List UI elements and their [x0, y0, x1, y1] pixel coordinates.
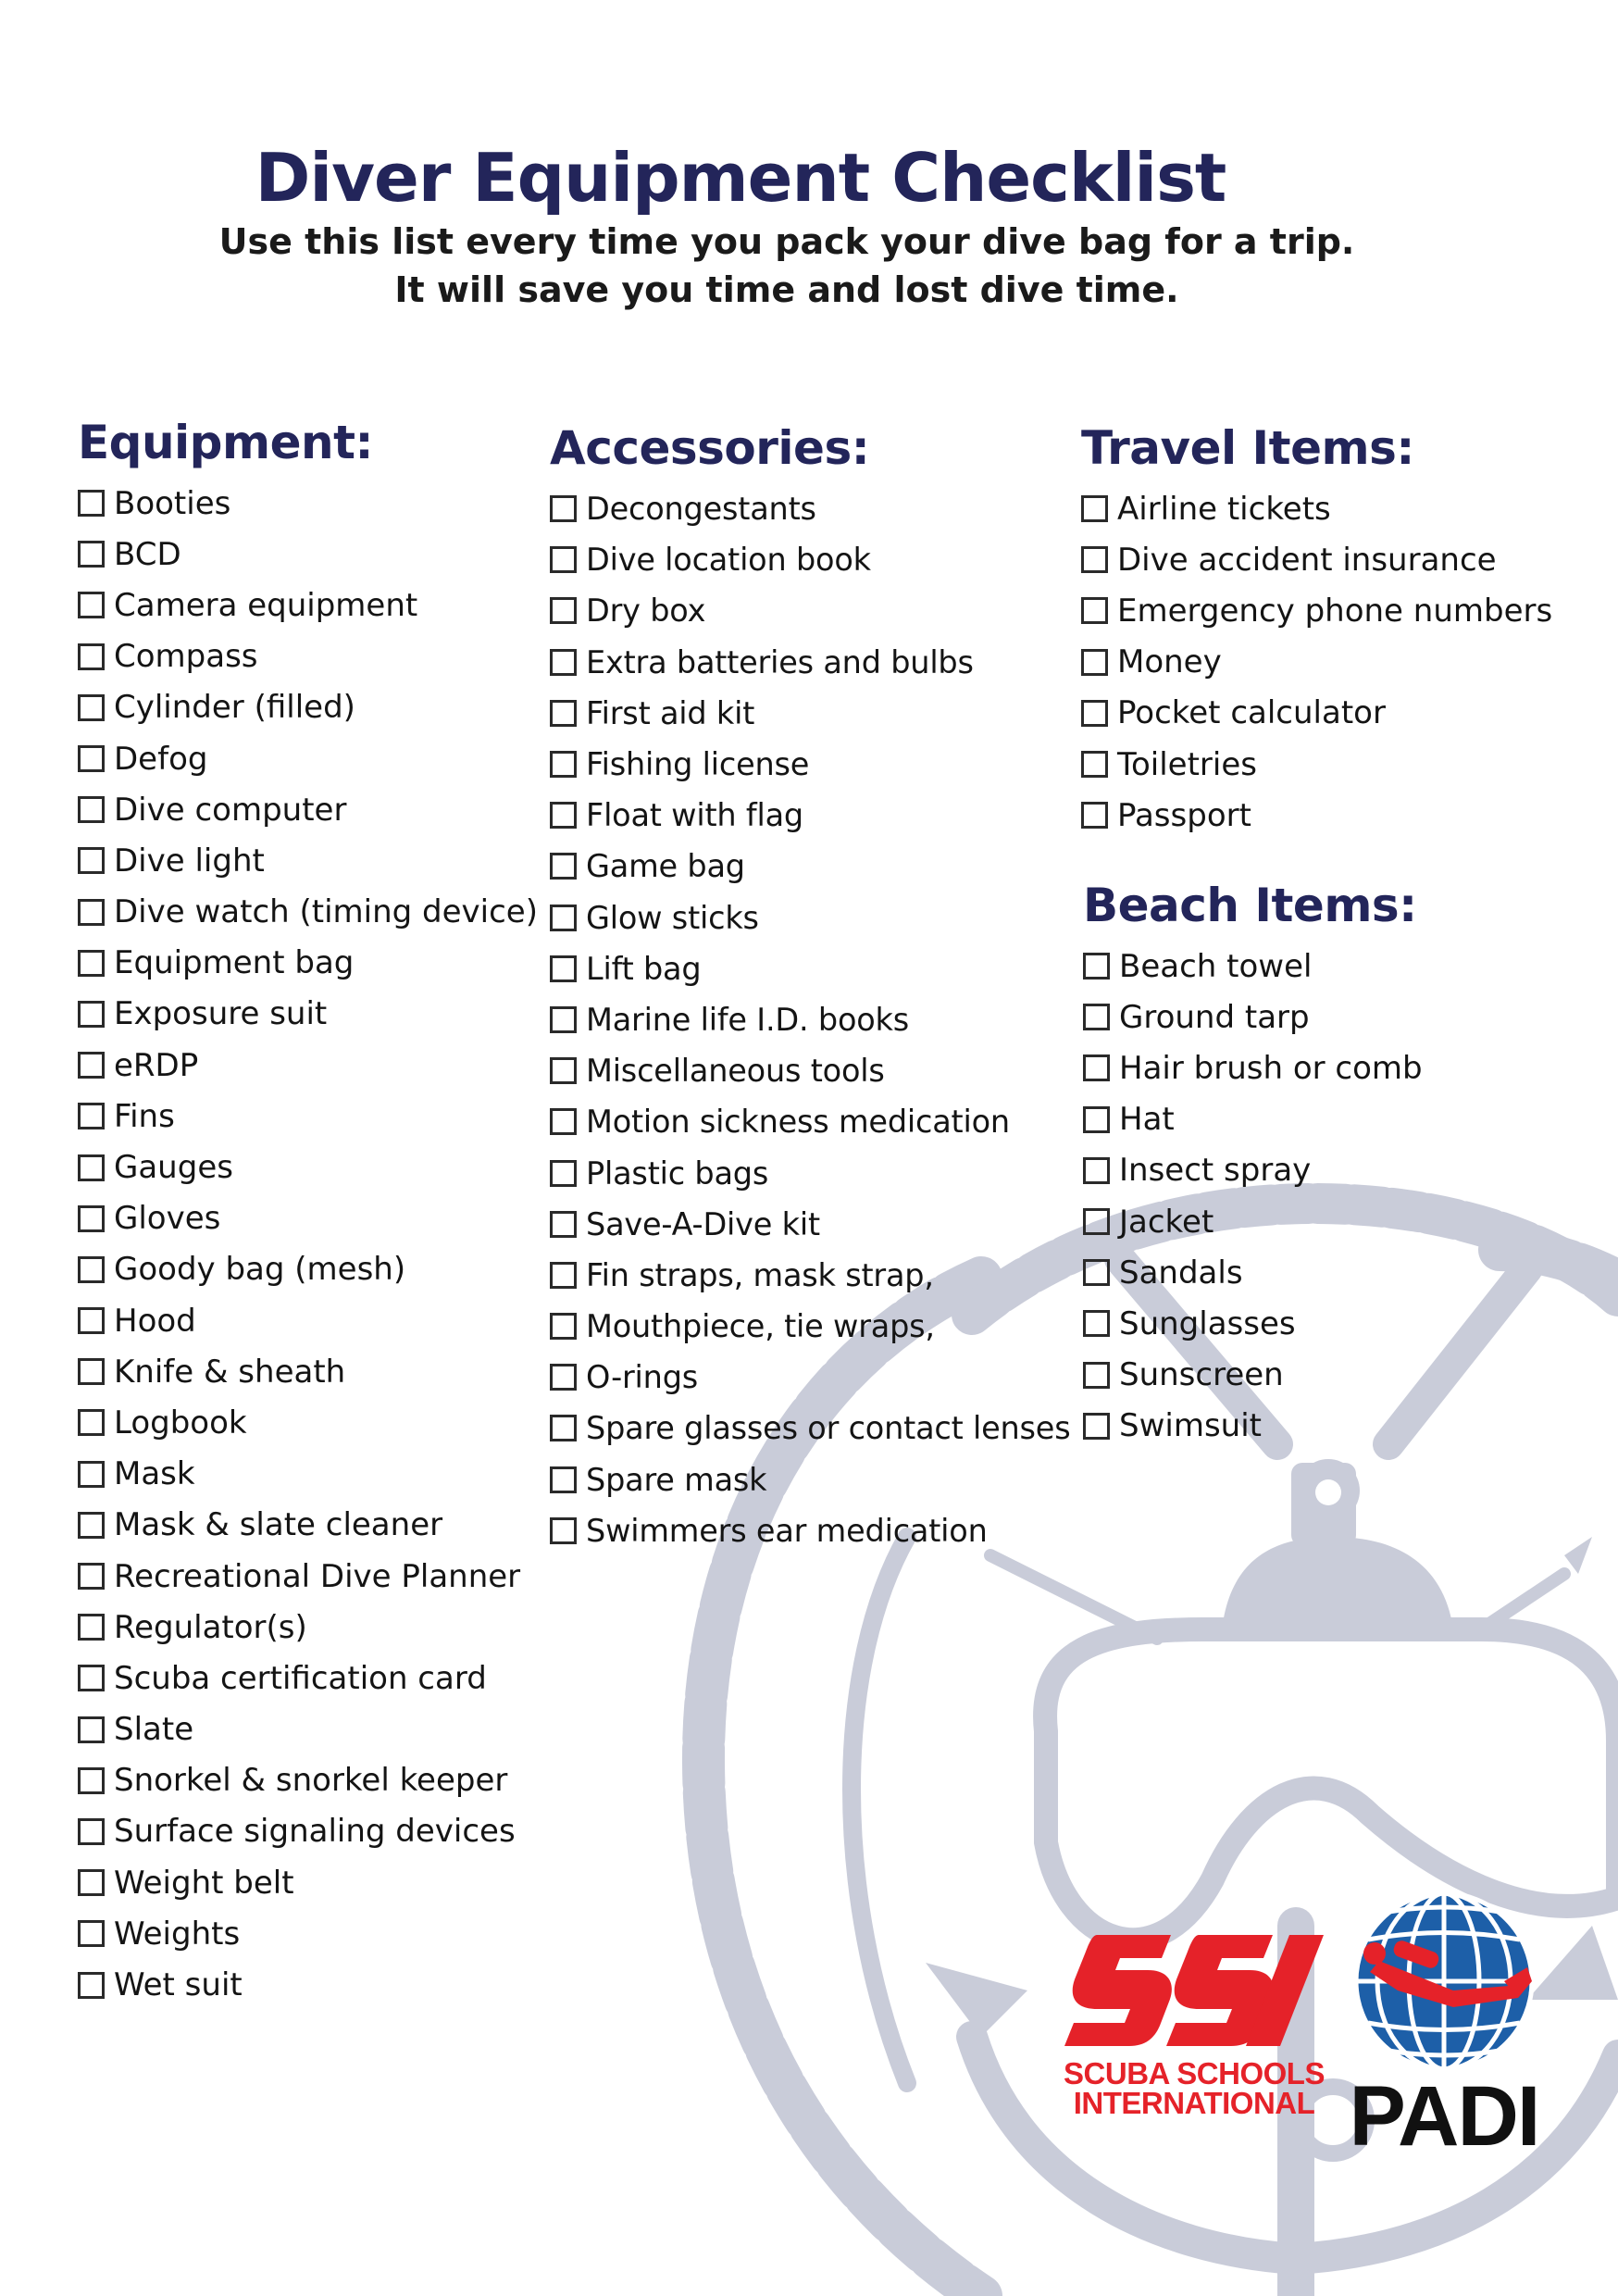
checkbox[interactable] — [550, 1006, 577, 1033]
item-label: eRDP — [114, 1046, 199, 1084]
checklist-item[interactable] — [78, 682, 538, 733]
checklist-item[interactable] — [550, 483, 1070, 534]
checklist-item[interactable] — [1083, 1298, 1423, 1349]
checkbox[interactable] — [550, 1057, 577, 1084]
item-label: BCD — [114, 535, 181, 573]
item-label: Sunglasses — [1119, 1304, 1296, 1342]
checklist-item[interactable] — [78, 1142, 538, 1192]
checklist-item[interactable] — [78, 631, 538, 682]
checkbox[interactable] — [1083, 1004, 1110, 1030]
checklist-item[interactable] — [550, 688, 1070, 739]
checkbox[interactable] — [78, 1920, 105, 1947]
checklist-item[interactable] — [550, 841, 1070, 892]
item-label: Logbook — [114, 1404, 247, 1441]
checkbox[interactable] — [78, 1409, 105, 1436]
checklist-item[interactable] — [1083, 1042, 1423, 1093]
checkbox[interactable] — [550, 1211, 577, 1238]
item-label: Marine life I.D. books — [586, 1001, 910, 1038]
page-subtitle — [0, 218, 1574, 314]
checklist-item[interactable] — [78, 478, 538, 529]
item-label: Decongestants — [586, 491, 816, 528]
item-label: Float with flag — [586, 797, 804, 834]
checkbox[interactable] — [78, 1205, 105, 1232]
checkbox[interactable] — [78, 541, 105, 568]
item-label: Snorkel & snorkel keeper — [114, 1762, 508, 1800]
item-label: Scuba certification card — [114, 1659, 487, 1697]
checkbox[interactable] — [550, 955, 577, 982]
checklist-item[interactable] — [78, 1857, 538, 1908]
checkbox[interactable] — [78, 1716, 105, 1743]
ssi-mark-icon — [1060, 1916, 1328, 2055]
checklist-item[interactable] — [78, 784, 538, 835]
item-label: Mask & slate cleaner — [114, 1506, 443, 1544]
checkbox[interactable] — [78, 1358, 105, 1385]
checkbox[interactable] — [78, 1614, 105, 1641]
checklist-item[interactable] — [1083, 1094, 1423, 1145]
checklist-item[interactable] — [1081, 585, 1552, 636]
checkbox[interactable] — [78, 1818, 105, 1845]
item-label: Plastic bags — [586, 1154, 769, 1192]
checklist-item[interactable] — [550, 892, 1070, 943]
item-label: Passport — [1117, 796, 1251, 834]
checkbox[interactable] — [550, 1364, 577, 1391]
item-label: Game bag — [586, 848, 745, 885]
checkbox[interactable] — [78, 950, 105, 977]
checkbox[interactable] — [1081, 495, 1108, 522]
checklist-item[interactable] — [1081, 534, 1552, 585]
checklist-item[interactable] — [1081, 739, 1552, 790]
item-label: Dive accident insurance — [1117, 541, 1497, 579]
checkbox[interactable] — [550, 1313, 577, 1340]
checklist-item[interactable] — [78, 1602, 538, 1653]
checkbox[interactable] — [1081, 546, 1108, 573]
checklist-item[interactable] — [78, 1397, 538, 1448]
checkbox[interactable] — [1083, 1157, 1110, 1184]
checklist-item[interactable] — [550, 1199, 1070, 1250]
checklist-item[interactable] — [78, 1091, 538, 1142]
checkbox[interactable] — [78, 1154, 105, 1181]
item-label: First aid kit — [586, 694, 755, 731]
travel-section — [1081, 420, 1552, 841]
item-label: Jacket — [1119, 1203, 1214, 1241]
checkbox[interactable] — [78, 745, 105, 772]
checklist-item[interactable] — [1081, 790, 1552, 841]
checklist-item[interactable] — [78, 1244, 538, 1295]
page-title: Diver Equipment Checklist — [255, 139, 1226, 217]
checkbox[interactable] — [1081, 597, 1108, 624]
item-label: Gloves — [114, 1200, 221, 1238]
checkbox[interactable] — [1081, 802, 1108, 829]
checklist-item[interactable] — [550, 994, 1070, 1045]
accessories-section — [550, 420, 1070, 1556]
item-label: Miscellaneous tools — [586, 1053, 885, 1090]
checklist-item[interactable] — [78, 887, 538, 938]
padi-wordmark: PADI — [1349, 2069, 1539, 2164]
checklist-item[interactable] — [550, 534, 1070, 585]
checklist-item[interactable] — [78, 1908, 538, 1959]
checklist-item[interactable] — [1083, 1145, 1423, 1196]
item-label: Fin straps, mask strap, — [586, 1256, 934, 1293]
checkbox[interactable] — [550, 1466, 577, 1493]
equipment-section — [78, 415, 538, 2011]
checklist-item[interactable] — [78, 1295, 538, 1346]
item-label: Sunscreen — [1119, 1356, 1284, 1394]
checkbox[interactable] — [1081, 649, 1108, 676]
checkbox[interactable] — [78, 847, 105, 874]
checkbox[interactable] — [78, 899, 105, 926]
beach-heading: Beach Items: — [1083, 879, 1417, 932]
checkbox[interactable] — [1081, 751, 1108, 778]
item-label: Surface signaling devices — [114, 1813, 516, 1851]
checkbox[interactable] — [550, 905, 577, 931]
globe-diver-icon — [1342, 1889, 1546, 2074]
item-label: Save-A-Dive kit — [586, 1205, 820, 1242]
checklist-item[interactable] — [550, 790, 1070, 841]
checklist-item[interactable] — [550, 637, 1070, 688]
checkbox[interactable] — [78, 796, 105, 823]
checkbox[interactable] — [78, 1869, 105, 1896]
item-label: Wet suit — [114, 1966, 243, 2004]
checkbox[interactable] — [1083, 1054, 1110, 1081]
accessories-list — [550, 483, 1070, 1556]
checklist-item[interactable] — [1083, 1196, 1423, 1247]
checkbox[interactable] — [78, 1972, 105, 1999]
checklist-item[interactable] — [550, 1045, 1070, 1096]
subtitle-line-1: Use this list every time you pack your dive bag for a trip. — [218, 221, 1355, 262]
checklist-item[interactable] — [1083, 1247, 1423, 1298]
checkbox[interactable] — [78, 1001, 105, 1028]
checklist-item[interactable] — [550, 1096, 1070, 1147]
item-label: Gauges — [114, 1149, 233, 1187]
checkbox[interactable] — [550, 1160, 577, 1187]
item-label: O-rings — [586, 1359, 699, 1396]
checklist-item[interactable] — [78, 1040, 538, 1091]
checklist-item[interactable] — [1081, 637, 1552, 688]
item-label: Knife & sheath — [114, 1353, 346, 1391]
subtitle-line-2: It will save you time and lost dive time. — [394, 269, 1179, 310]
beach-list — [1083, 941, 1423, 1452]
checkbox[interactable] — [1081, 700, 1108, 727]
item-label: Swimmers ear medication — [586, 1512, 988, 1549]
checkbox[interactable] — [78, 1052, 105, 1079]
checkbox[interactable] — [550, 1415, 577, 1441]
item-label: Insect spray — [1119, 1152, 1312, 1190]
checkbox[interactable] — [550, 751, 577, 778]
travel-heading: Travel Items: — [1081, 421, 1414, 475]
checkbox[interactable] — [78, 1767, 105, 1794]
checklist-item[interactable] — [550, 1301, 1070, 1352]
checklist-item[interactable] — [78, 1449, 538, 1500]
checklist-item[interactable] — [78, 1755, 538, 1806]
checkbox[interactable] — [78, 1665, 105, 1691]
item-label: Dive watch (timing device) — [114, 893, 538, 931]
travel-list — [1081, 483, 1552, 841]
checklist-item[interactable] — [550, 943, 1070, 994]
checkbox[interactable] — [1083, 1362, 1110, 1389]
checklist-item[interactable] — [78, 1193, 538, 1244]
accessories-heading: Accessories: — [550, 421, 870, 475]
item-label: Booties — [114, 484, 231, 522]
checklist-item[interactable] — [1081, 483, 1552, 534]
item-label: Sandals — [1119, 1254, 1243, 1292]
checkbox[interactable] — [550, 1262, 577, 1289]
checklist-item[interactable] — [78, 1500, 538, 1551]
checklist-item[interactable] — [78, 989, 538, 1040]
checkbox[interactable] — [550, 802, 577, 829]
checklist-item[interactable] — [78, 1653, 538, 1703]
checklist-item[interactable] — [78, 580, 538, 630]
item-label: Hat — [1119, 1101, 1175, 1139]
checkbox[interactable] — [78, 592, 105, 618]
checklist-item[interactable] — [78, 1704, 538, 1755]
checklist-item[interactable] — [78, 1806, 538, 1857]
item-label: Weight belt — [114, 1864, 294, 1902]
item-label: Dive light — [114, 842, 265, 880]
item-label: Beach towel — [1119, 947, 1313, 985]
item-label: Fishing license — [586, 746, 810, 783]
checkbox[interactable] — [78, 1512, 105, 1539]
checklist-item[interactable] — [78, 529, 538, 580]
checklist-item[interactable] — [550, 585, 1070, 636]
equipment-list — [78, 478, 538, 2011]
item-label: Exposure suit — [114, 995, 328, 1033]
ssi-text-line-2: INTERNATIONAL — [1073, 2086, 1315, 2120]
item-label: Motion sickness medication — [586, 1104, 1010, 1141]
ssi-text-line-1: SCUBA SCHOOLS — [1064, 2056, 1325, 2090]
item-label: Money — [1117, 643, 1222, 681]
equipment-heading: Equipment: — [78, 416, 373, 469]
checklist-item[interactable] — [1083, 941, 1423, 992]
item-label: Weights — [114, 1915, 241, 1953]
beach-section — [1083, 878, 1423, 1452]
item-label: Airline tickets — [1117, 490, 1331, 528]
item-label: Lift bag — [586, 950, 702, 987]
item-label: Cylinder (filled) — [114, 689, 355, 727]
checkbox[interactable] — [78, 1256, 105, 1283]
checkbox[interactable] — [78, 1461, 105, 1488]
item-label: Defog — [114, 740, 208, 778]
item-label: Pocket calculator — [1117, 694, 1386, 732]
item-label: Mask — [114, 1455, 195, 1493]
checklist-item[interactable] — [78, 1959, 538, 2010]
item-label: Dive computer — [114, 791, 347, 829]
checklist-item[interactable] — [550, 739, 1070, 790]
item-label: Dive location book — [586, 542, 871, 579]
item-label: Spare glasses or contact lenses — [586, 1410, 1071, 1447]
checkbox[interactable] — [1083, 1413, 1110, 1440]
checkbox[interactable] — [550, 1517, 577, 1544]
padi-logo — [1342, 1889, 1546, 2164]
checkbox[interactable] — [1083, 1208, 1110, 1235]
checkbox[interactable] — [550, 700, 577, 727]
item-label: Camera equipment — [114, 586, 418, 624]
item-label: Compass — [114, 638, 258, 676]
item-label: Regulator(s) — [114, 1608, 307, 1646]
item-label: Goody bag (mesh) — [114, 1251, 406, 1289]
checkbox[interactable] — [1083, 953, 1110, 980]
checklist-item[interactable] — [78, 938, 538, 989]
checklist-item[interactable] — [550, 1250, 1070, 1301]
checklist-item[interactable] — [78, 733, 538, 784]
item-label: Emergency phone numbers — [1117, 592, 1553, 630]
checkbox[interactable] — [78, 1563, 105, 1590]
item-label: Dry box — [586, 593, 706, 630]
item-label: Fins — [114, 1097, 175, 1135]
ssi-logo — [1060, 1916, 1328, 2118]
item-label: Hood — [114, 1302, 196, 1340]
item-label: Equipment bag — [114, 944, 355, 982]
checklist-item[interactable] — [1081, 688, 1552, 739]
checklist-item[interactable] — [550, 1505, 1070, 1556]
checkbox[interactable] — [1083, 1259, 1110, 1286]
checkbox[interactable] — [550, 853, 577, 880]
checkbox[interactable] — [78, 694, 105, 721]
item-label: Spare mask — [586, 1461, 767, 1498]
checklist-item[interactable] — [1083, 1401, 1423, 1452]
checklist-item[interactable] — [1083, 1350, 1423, 1401]
item-label: Mouthpiece, tie wraps, — [586, 1308, 935, 1345]
item-label: Hair brush or comb — [1119, 1049, 1423, 1087]
checklist-item[interactable] — [78, 1551, 538, 1602]
checkbox[interactable] — [1083, 1106, 1110, 1133]
checkbox[interactable] — [550, 546, 577, 573]
checkbox[interactable] — [1083, 1310, 1110, 1337]
checkbox[interactable] — [78, 490, 105, 517]
checkbox[interactable] — [78, 1103, 105, 1129]
checklist-item[interactable] — [78, 1346, 538, 1397]
item-label: Ground tarp — [1119, 998, 1310, 1036]
item-label: Glow sticks — [586, 899, 759, 936]
checkbox[interactable] — [550, 649, 577, 676]
checklist-item[interactable] — [1083, 992, 1423, 1042]
item-label: Toiletries — [1117, 745, 1257, 783]
checklist-item[interactable] — [550, 1147, 1070, 1198]
checklist-item[interactable] — [550, 1352, 1070, 1403]
item-label: Swimsuit — [1119, 1407, 1262, 1445]
checkbox[interactable] — [550, 495, 577, 522]
checklist-item[interactable] — [78, 835, 538, 886]
checklist-item[interactable] — [550, 1454, 1070, 1505]
checkbox[interactable] — [78, 643, 105, 670]
item-label: Slate — [114, 1711, 194, 1749]
checkbox[interactable] — [78, 1307, 105, 1334]
checkbox[interactable] — [550, 1108, 577, 1135]
checklist-item[interactable] — [550, 1403, 1070, 1454]
item-label: Recreational Dive Planner — [114, 1557, 521, 1595]
checkbox[interactable] — [550, 597, 577, 624]
item-label: Extra batteries and bulbs — [586, 643, 974, 680]
